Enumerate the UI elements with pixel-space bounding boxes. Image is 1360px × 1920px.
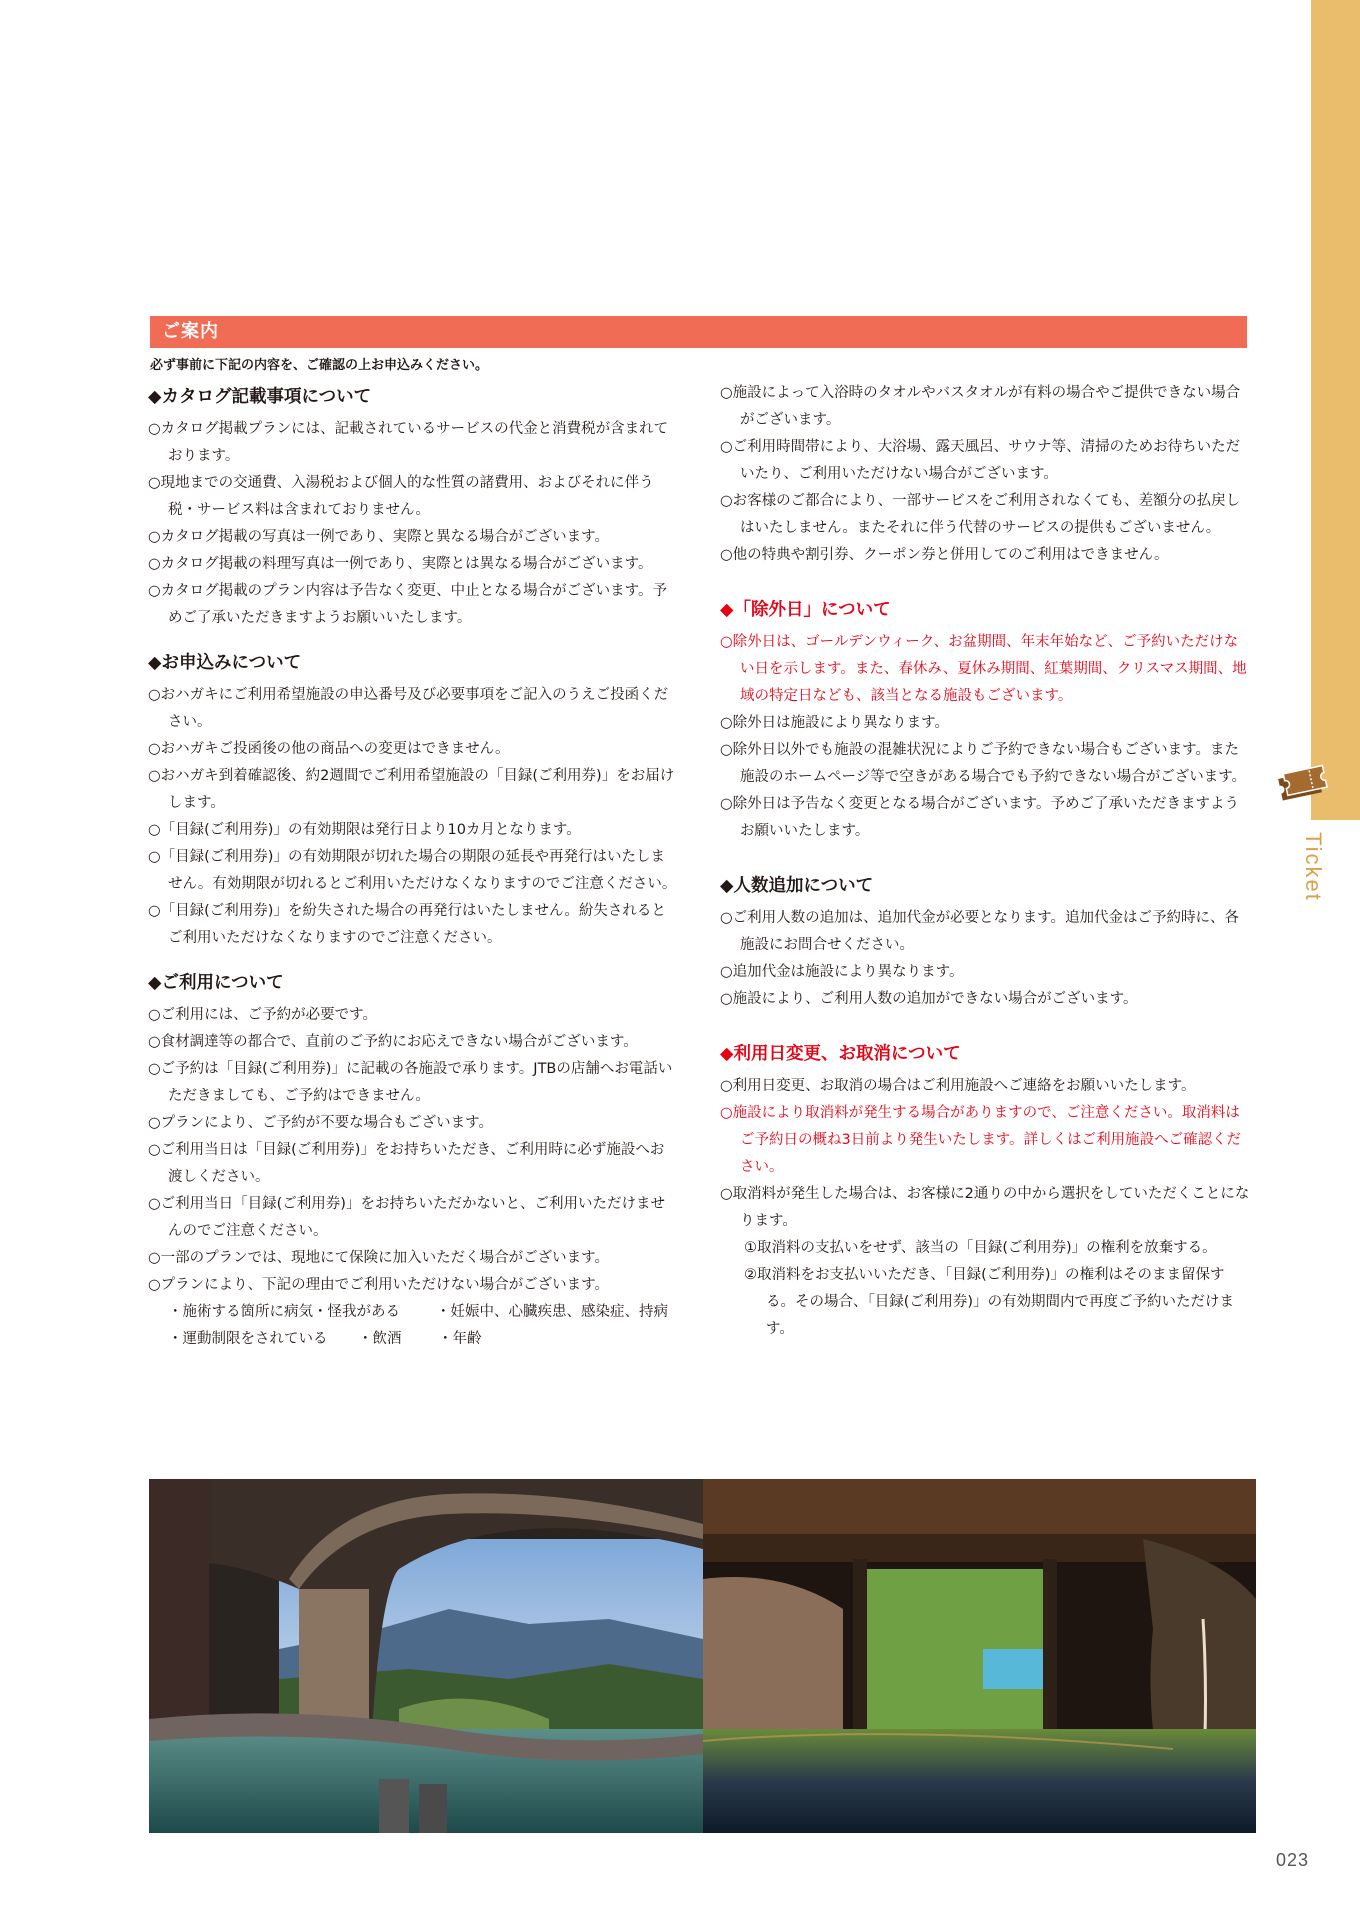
list-item: ○現地までの交通費、入湯税および個人的な性質の諸費用、およびそれに伴う税・サービス料は含まれておりません。: [148, 475, 654, 518]
list-item: ○おハガキにご利用希望施設の申込番号及び必要事項をご記入のうえご投函ください。: [148, 687, 669, 730]
list-item: ○除外日は施設により異なります。: [720, 715, 949, 731]
list-item: ○食材調達等の都合で、直前のご予約にお応えできない場合がございます。: [148, 1034, 638, 1050]
list-item: ○除外日は、ゴールデンウィーク、お盆期間、年末年始など、ご予約いただけない日を示します。また、春休み、夏休み期間、紅葉期間、クリスマス期間、地域の特定日なども、該当となる施設もございます。: [720, 634, 1247, 704]
ticket-icon: [1272, 760, 1334, 810]
list-item: ○ご予約は「目録(ご利用券)」に記載の各施設で承ります。JTBの店舗へお電話いただきましても、ご予約はできません。: [148, 1061, 673, 1104]
list-item: ○ご利用当日は「目録(ご利用券)」をお持ちいただき、ご利用時に必ず施設へお渡しください。: [148, 1142, 665, 1185]
sub-item: ①取消料の支払いをせず、該当の「目録(ご利用券)」の権利を放棄する。: [744, 1240, 1217, 1256]
section-title: ◆利用日変更、お取消について: [720, 1044, 961, 1064]
onsen-photo-ocean: [703, 1479, 1256, 1833]
onsen-photo-mountain: [149, 1479, 703, 1833]
list-item: ○ご利用当日「目録(ご利用券)」をお持ちいただかないと、ご利用いただけませんのでご注意ください。: [148, 1196, 665, 1239]
list-item: ○お客様のご都合により、一部サービスをご利用されなくても、差額分の払戻しはいたしません。またそれに伴う代替のサービスの提供もございません。: [720, 493, 1241, 536]
excluded-days-section: [720, 595, 1250, 845]
list-item: ○他の特典や割引券、クーポン券と併用してのご利用はできません。: [720, 547, 1169, 563]
restriction-tags: [148, 1326, 678, 1353]
list-item: ○プランにより、下記の理由でご利用いただけない場合がございます。: [148, 1277, 609, 1293]
catalog-section: [148, 382, 678, 632]
list-item: ○施設により、ご利用人数の追加ができない場合がございます。: [720, 991, 1138, 1007]
list-item: ○「目録(ご利用券)」の有効期限が切れた場合の期限の延長や再発行はいたしません。有効期限が切れるとご利用いただけなくなりますのでご注意ください。: [148, 849, 677, 892]
usage-section: [148, 968, 678, 1353]
sub-item: ②取消料をお支払いいただき、「目録(ご利用券)」の権利はそのまま留保する。その場合、「目録(ご利用券)」の有効期間内で再度ご予約いただけます。: [744, 1267, 1235, 1337]
section-title: ◆カタログ記載事項について: [148, 387, 372, 407]
list-item: ○一部のプランでは、現地にて保険に加入いただく場合がございます。: [148, 1250, 609, 1266]
list-item: ○おハガキ到着確認後、約2週間でご利用希望施設の「目録(ご利用券)」をお届けします。: [148, 768, 675, 811]
intro-text: 必ず事前に下記の内容を、ご確認の上お申込みください。: [150, 358, 489, 373]
tag: ・年齢: [438, 1331, 482, 1347]
section-title: ◆ご利用について: [148, 973, 284, 993]
section-title: ◆「除外日」について: [720, 600, 891, 620]
right-column: [720, 380, 1250, 1359]
section-title: ◆人数追加について: [720, 876, 874, 896]
page-number: 023: [1276, 1850, 1310, 1870]
list-item: ○取消料が発生した場合は、お客様に2通りの中から選択をしていただくことになります。: [720, 1186, 1250, 1229]
section-banner: ご案内: [150, 316, 1247, 348]
list-item: ○「目録(ご利用券)」の有効期限は発行日より10カ月となります。: [148, 822, 581, 838]
list-item: ○おハガキご投函後の他の商品への変更はできません。: [148, 741, 510, 757]
list-item: ○カタログ掲載のプラン内容は予告なく変更、中止となる場合がございます。予めご了承いただきますようお願いいたします。: [148, 583, 667, 626]
list-item: ○施設により取消料が発生する場合がありますので、ご注意ください。取消料はご予約日の概ね3日前より発生いたします。詳しくはご利用施設へご確認ください。: [720, 1105, 1242, 1175]
side-label: Ticket: [1301, 832, 1326, 902]
facility-notes: [720, 380, 1250, 569]
list-item: ○カタログ掲載の料理写真は一例であり、実際とは異なる場合がございます。: [148, 556, 653, 572]
additional-guests-section: [720, 871, 1250, 1013]
list-item: ○「目録(ご利用券)」を紛失された場合の再発行はいたしません。紛失されるとご利用いただけなくなりますのでご注意ください。: [148, 903, 666, 946]
tag: ・妊娠中、心臓疾患、感染症、持病: [436, 1304, 668, 1320]
list-item: ○利用日変更、お取消の場合はご利用施設へご連絡をお願いいたします。: [720, 1078, 1196, 1094]
list-item: ○ご利用人数の追加は、追加代金が必要となります。追加代金はご予約時に、各施設にお問合せください。: [720, 910, 1239, 953]
list-item: ○除外日以外でも施設の混雑状況によりご予約できない場合もございます。また施設のホームページ等で空きがある場合でも予約できない場合がございます。: [720, 742, 1247, 785]
tag: ・施術する箇所に病気・怪我がある: [168, 1304, 400, 1320]
application-section: [148, 648, 678, 952]
side-tab: [1311, 0, 1360, 820]
list-item: ○ご利用時間帯により、大浴場、露天風呂、サウナ等、清掃のためお待ちいただいたり、ご利用いただけない場合がございます。: [720, 439, 1241, 482]
list-item: ○カタログ掲載の写真は一例であり、実際と異なる場合がございます。: [148, 529, 609, 545]
tag: ・飲酒: [358, 1331, 402, 1347]
list-item: ○追加代金は施設により異なります。: [720, 964, 964, 980]
change-cancel-section: [720, 1039, 1250, 1343]
list-item: ○カタログ掲載プランには、記載されているサービスの代金と消費税が含まれております。: [148, 421, 669, 464]
tag: ・運動制限をされている: [168, 1331, 328, 1347]
left-column: [148, 382, 678, 1369]
list-item: ○除外日は予告なく変更となる場合がございます。予めご了承いただきますようお願いいたします。: [720, 796, 1239, 839]
list-item: ○施設によって入浴時のタオルやバスタオルが有料の場合やご提供できない場合がございます。: [720, 385, 1241, 428]
section-title: ◆お申込みについて: [148, 653, 302, 673]
restriction-tags: [148, 1299, 678, 1326]
list-item: ○プランにより、ご予約が不要な場合もございます。: [148, 1115, 493, 1131]
list-item: ○ご利用には、ご予約が必要です。: [148, 1007, 377, 1023]
